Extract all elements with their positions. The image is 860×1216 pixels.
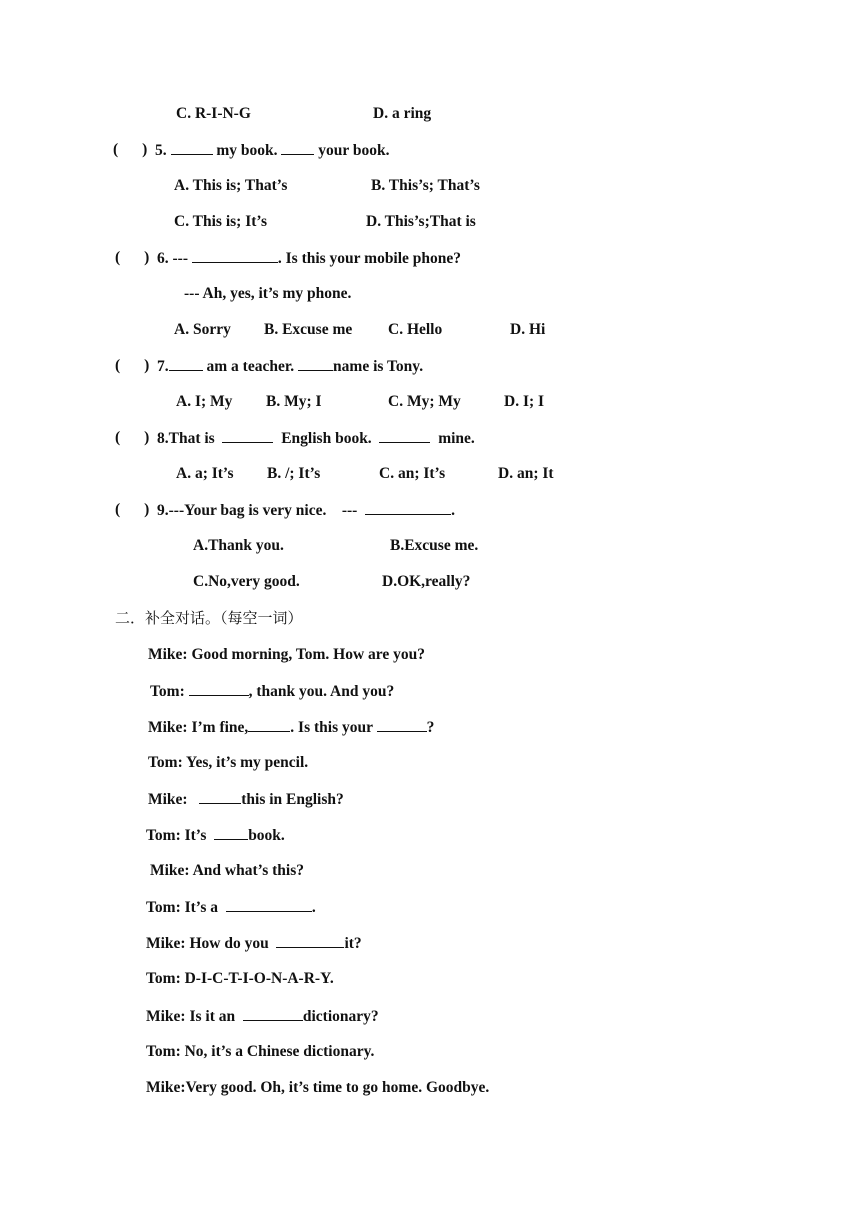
blank[interactable] <box>199 789 241 804</box>
dialogue-line-6: Tom: It’s book. <box>146 827 285 844</box>
q9-stem: 9.---Your bag is very nice. --- . <box>157 502 455 519</box>
q6-stem: 6. --- . Is this your mobile phone? <box>157 250 462 267</box>
dialogue-line-7: Mike: And what’s this? <box>150 862 305 879</box>
blank[interactable] <box>169 356 203 371</box>
blank[interactable] <box>214 825 248 840</box>
q5-stem: 5. my book. your book. <box>155 142 390 159</box>
blank[interactable] <box>189 681 249 696</box>
section-2-heading: 二．补全对话。（每空一词） <box>115 609 303 627</box>
dialogue-line-8: Tom: It’s a . <box>146 899 316 916</box>
q9-option-b: B.Excuse me. <box>390 537 479 554</box>
q5-option-a: A. This is; That’s <box>174 177 288 194</box>
q8-option-d: D. an; It <box>498 465 554 482</box>
q5-option-b: B. This’s; That’s <box>371 177 480 194</box>
dialogue-line-13: Mike:Very good. Oh, it’s time to go home. Goodbye. <box>146 1079 490 1096</box>
q7-option-d: D. I; I <box>504 393 545 410</box>
q6-option-c: C. Hello <box>388 321 443 338</box>
blank[interactable] <box>276 933 344 948</box>
dialogue-line-4: Tom: Yes, it’s my pencil. <box>148 754 309 771</box>
dialogue-line-3: Mike: I’m fine, . Is this your ? <box>148 719 435 736</box>
q8-option-c: C. an; It’s <box>379 465 446 482</box>
q7-stem: 7. am a teacher. name is Tony. <box>157 358 424 375</box>
blank[interactable] <box>281 140 314 155</box>
blank[interactable] <box>226 897 312 912</box>
q9-option-d: D.OK,really? <box>382 573 471 590</box>
dialogue-line-9: Mike: How do you it? <box>146 935 362 952</box>
blank[interactable] <box>192 248 278 263</box>
q8-answer-paren: ( ) <box>115 429 150 446</box>
q6-option-d: D. Hi <box>510 321 546 338</box>
dialogue-line-10: Tom: D-I-C-T-I-O-N-A-R-Y. <box>146 970 334 987</box>
dialogue-line-11: Mike: Is it an dictionary? <box>146 1008 379 1025</box>
q9-answer-paren: ( ) <box>115 501 150 518</box>
q8-option-a: A. a; It’s <box>176 465 234 482</box>
q6-option-b: B. Excuse me <box>264 321 353 338</box>
q7-answer-paren: ( ) <box>115 357 150 374</box>
q5-option-d: D. This’s;That is <box>366 213 476 230</box>
blank[interactable] <box>171 140 213 155</box>
dialogue-line-12: Tom: No, it’s a Chinese dictionary. <box>146 1043 375 1060</box>
blank[interactable] <box>243 1006 303 1021</box>
dialogue-line-5: Mike: this in English? <box>148 791 344 808</box>
q4-option-d: D. a ring <box>373 105 432 122</box>
dialogue-line-2: Tom: , thank you. And you? <box>150 683 395 700</box>
q6-option-a: A. Sorry <box>174 321 231 338</box>
blank[interactable] <box>222 428 273 443</box>
q5-option-c: C. This is; It’s <box>174 213 268 230</box>
q6-answer-paren: ( ) <box>115 249 150 266</box>
blank[interactable] <box>377 717 427 732</box>
q9-option-c: C.No,very good. <box>193 573 300 590</box>
q7-option-a: A. I; My <box>176 393 233 410</box>
q7-option-b: B. My; I <box>266 393 322 410</box>
q8-stem: 8.That is English book. mine. <box>157 430 475 447</box>
blank[interactable] <box>365 500 451 515</box>
q4-option-c: C. R-I-N-G <box>176 105 251 122</box>
q5-answer-paren: ( ) <box>113 141 148 158</box>
blank[interactable] <box>248 717 290 732</box>
q9-option-a: A.Thank you. <box>193 537 284 554</box>
blank[interactable] <box>379 428 430 443</box>
blank[interactable] <box>298 356 333 371</box>
dialogue-line-1: Mike: Good morning, Tom. How are you? <box>148 646 426 663</box>
q6-reply: --- Ah, yes, it’s my phone. <box>184 285 352 302</box>
q8-option-b: B. /; It’s <box>267 465 321 482</box>
q7-option-c: C. My; My <box>388 393 461 410</box>
